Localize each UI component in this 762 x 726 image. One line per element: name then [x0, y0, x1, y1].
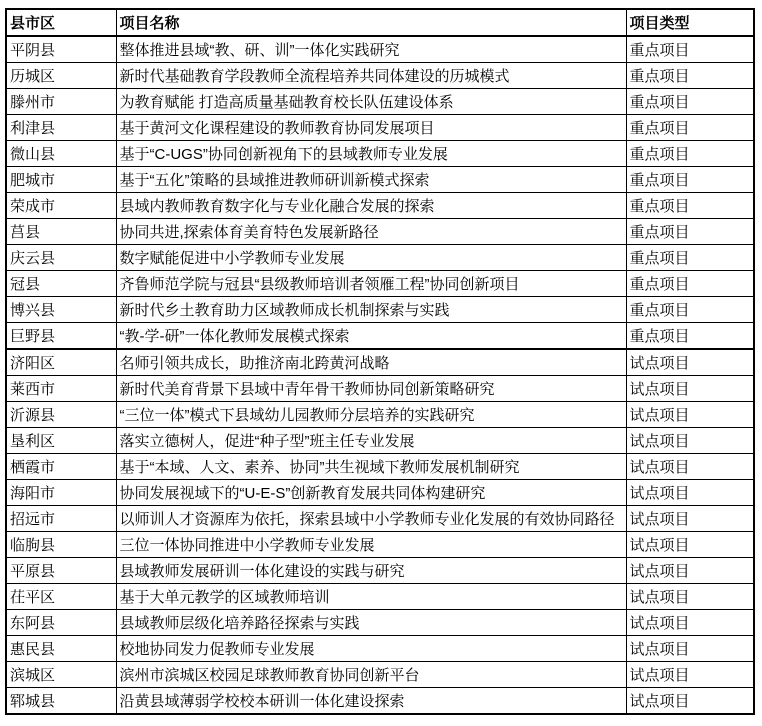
table-row [6, 506, 754, 532]
table-row [6, 36, 754, 63]
district-cell: 荣成市 [6, 193, 116, 219]
project-type-cell: 重点项目 [626, 193, 754, 219]
project-name-cell: “三位一体”模式下县域幼儿园教师分层培养的实践研究 [116, 402, 626, 428]
district-cell: 惠民县 [6, 636, 116, 662]
table-row [6, 141, 754, 167]
district-cell: 平阴县 [6, 36, 116, 63]
district-cell: 滨城区 [6, 662, 116, 688]
project-type-cell: 试点项目 [626, 480, 754, 506]
table-row [6, 376, 754, 402]
project-name-cell: 县域内教师教育数字化与专业化融合发展的探索 [116, 193, 626, 219]
district-cell: 垦利区 [6, 428, 116, 454]
table-row [6, 688, 754, 715]
project-type-cell: 试点项目 [626, 584, 754, 610]
district-cell: 茌平区 [6, 584, 116, 610]
district-cell: 滕州市 [6, 89, 116, 115]
project-type-cell: 试点项目 [626, 532, 754, 558]
table-header [6, 9, 754, 36]
district-cell: 沂源县 [6, 402, 116, 428]
header-project-type: 项目类型 [626, 9, 754, 36]
table-row [6, 402, 754, 428]
project-name-cell: 三位一体协同推进中小学教师专业发展 [116, 532, 626, 558]
table-row [6, 167, 754, 193]
table-row [6, 662, 754, 688]
project-name-cell: 名师引领共成长，助推济南北跨黄河战略 [116, 349, 626, 376]
project-type-cell: 试点项目 [626, 454, 754, 480]
project-type-cell: 试点项目 [626, 349, 754, 376]
project-type-cell: 重点项目 [626, 63, 754, 89]
district-cell: 平原县 [6, 558, 116, 584]
project-name-cell: 新时代乡土教育助力区域教师成长机制探索与实践 [116, 297, 626, 323]
district-cell: 巨野县 [6, 323, 116, 350]
project-type-cell: 试点项目 [626, 636, 754, 662]
table-row [6, 610, 754, 636]
project-name-cell: 县域教师发展研训一体化建设的实践与研究 [116, 558, 626, 584]
project-table-container [5, 8, 755, 715]
project-name-cell: 县域教师层级化培养路径探索与实践 [116, 610, 626, 636]
project-type-cell: 试点项目 [626, 506, 754, 532]
table-row [6, 558, 754, 584]
table-row [6, 271, 754, 297]
table-row [6, 323, 754, 350]
district-cell: 济阳区 [6, 349, 116, 376]
district-cell: 郓城县 [6, 688, 116, 715]
project-name-cell: 落实立德树人，促进“种子型”班主任专业发展 [116, 428, 626, 454]
table-row [6, 636, 754, 662]
table-row [6, 193, 754, 219]
table-row [6, 454, 754, 480]
project-type-cell: 重点项目 [626, 297, 754, 323]
project-name-cell: 整体推进县域“教、研、训”一体化实践研究 [116, 36, 626, 63]
project-type-cell: 重点项目 [626, 245, 754, 271]
project-type-cell: 重点项目 [626, 323, 754, 350]
district-cell: 东阿县 [6, 610, 116, 636]
district-cell: 莒县 [6, 219, 116, 245]
header-project-name: 项目名称 [116, 9, 626, 36]
table-row [6, 63, 754, 89]
table-row [6, 219, 754, 245]
project-name-cell: 基于黄河文化课程建设的教师教育协同发展项目 [116, 115, 626, 141]
project-type-cell: 试点项目 [626, 688, 754, 715]
project-name-cell: “教-学-研”一体化教师发展模式探索 [116, 323, 626, 350]
project-name-cell: 以师训人才资源库为依托，探索县域中小学教师专业化发展的有效协同路径 [116, 506, 626, 532]
district-cell: 肥城市 [6, 167, 116, 193]
project-name-cell: 协同发展视域下的“U-E-S”创新教育发展共同体构建研究 [116, 480, 626, 506]
project-type-cell: 重点项目 [626, 219, 754, 245]
project-name-cell: 校地协同发力促教师专业发展 [116, 636, 626, 662]
project-type-cell: 试点项目 [626, 402, 754, 428]
project-name-cell: 基于“本域、人文、素养、协同”共生视域下教师发展机制研究 [116, 454, 626, 480]
project-name-cell: 新时代美育背景下县域中青年骨干教师协同创新策略研究 [116, 376, 626, 402]
header-district: 县市区 [6, 9, 116, 36]
project-table [5, 8, 755, 715]
project-name-cell: 齐鲁师范学院与冠县“县级教师培训者领雁工程”协同创新项目 [116, 271, 626, 297]
project-type-cell: 试点项目 [626, 428, 754, 454]
project-name-cell: 协同共进,探索体育美育特色发展新路径 [116, 219, 626, 245]
district-cell: 招远市 [6, 506, 116, 532]
project-type-cell: 试点项目 [626, 662, 754, 688]
table-row [6, 349, 754, 376]
district-cell: 历城区 [6, 63, 116, 89]
project-name-cell: 基于“五化”策略的县域推进教师研训新模式探索 [116, 167, 626, 193]
table-row [6, 480, 754, 506]
district-cell: 莱西市 [6, 376, 116, 402]
project-type-cell: 重点项目 [626, 167, 754, 193]
table-body [6, 36, 754, 714]
district-cell: 栖霞市 [6, 454, 116, 480]
district-cell: 利津县 [6, 115, 116, 141]
district-cell: 临朐县 [6, 532, 116, 558]
project-type-cell: 重点项目 [626, 271, 754, 297]
project-name-cell: 基于“C-UGS”协同创新视角下的县域教师专业发展 [116, 141, 626, 167]
project-type-cell: 重点项目 [626, 141, 754, 167]
project-name-cell: 沿黄县域薄弱学校校本研训一体化建设探索 [116, 688, 626, 715]
project-name-cell: 滨州市滨城区校园足球教师教育协同创新平台 [116, 662, 626, 688]
project-type-cell: 试点项目 [626, 558, 754, 584]
table-row [6, 297, 754, 323]
district-cell: 海阳市 [6, 480, 116, 506]
table-row [6, 89, 754, 115]
project-name-cell: 基于大单元教学的区域教师培训 [116, 584, 626, 610]
project-name-cell: 新时代基础教育学段教师全流程培养共同体建设的历城模式 [116, 63, 626, 89]
table-row [6, 584, 754, 610]
project-type-cell: 重点项目 [626, 115, 754, 141]
district-cell: 微山县 [6, 141, 116, 167]
project-type-cell: 重点项目 [626, 89, 754, 115]
table-row [6, 245, 754, 271]
table-row [6, 115, 754, 141]
district-cell: 庆云县 [6, 245, 116, 271]
district-cell: 冠县 [6, 271, 116, 297]
header-row [6, 9, 754, 36]
district-cell: 博兴县 [6, 297, 116, 323]
project-name-cell: 为教育赋能 打造高质量基础教育校长队伍建设体系 [116, 89, 626, 115]
project-name-cell: 数字赋能促进中小学教师专业发展 [116, 245, 626, 271]
project-type-cell: 试点项目 [626, 376, 754, 402]
project-type-cell: 试点项目 [626, 610, 754, 636]
table-row [6, 532, 754, 558]
project-type-cell: 重点项目 [626, 36, 754, 63]
table-row [6, 428, 754, 454]
